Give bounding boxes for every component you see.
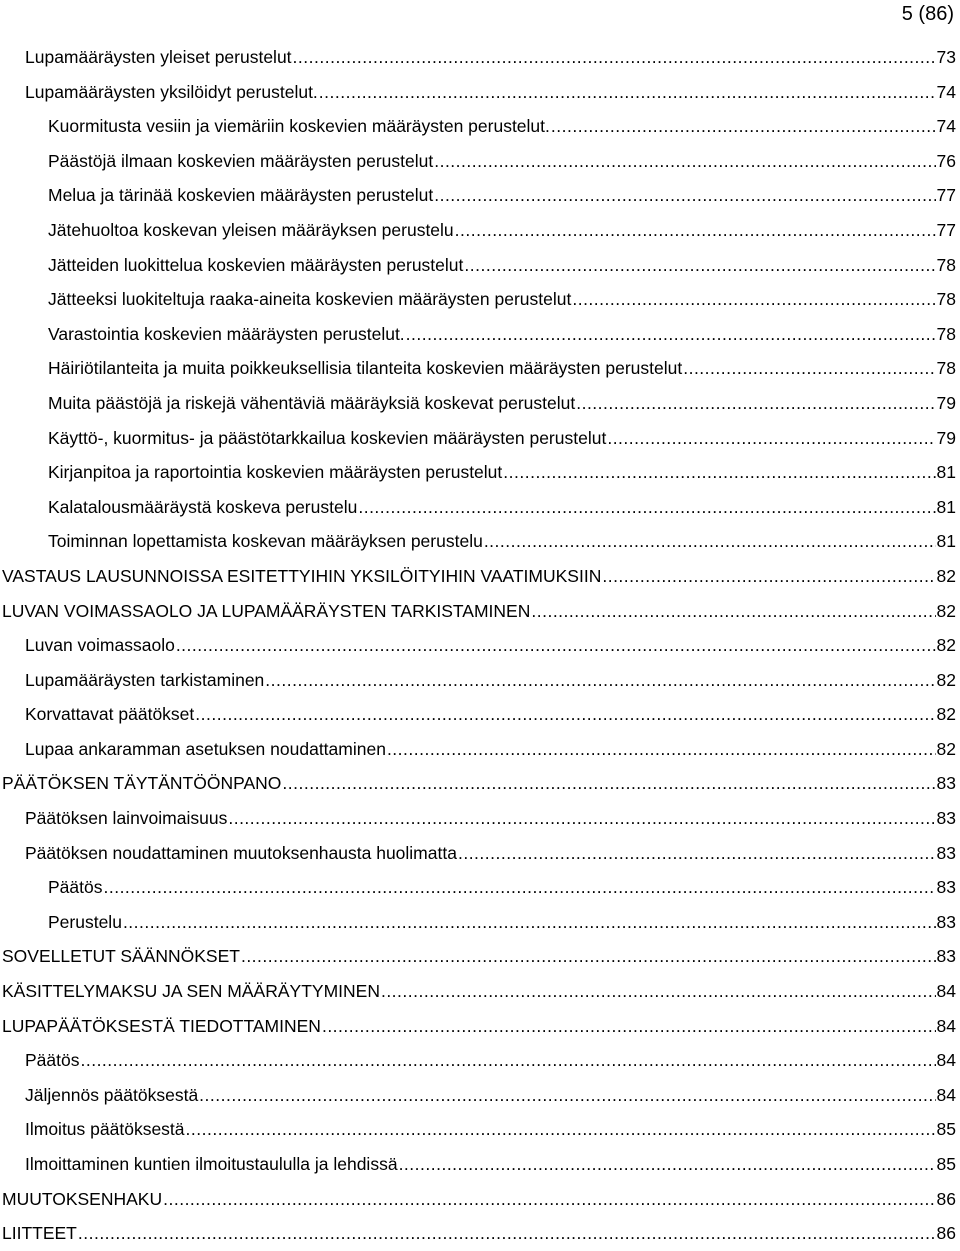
dot-leader <box>293 40 936 75</box>
toc-entry-title: Häiriötilanteita ja muita poikkeuksellisia tilanteita koskevien määräysten perustelut <box>48 358 683 379</box>
toc-entry-title: Korvattavat päätökset <box>25 704 195 725</box>
page-number: 5 (86) <box>901 3 954 25</box>
toc-entry-page: 82 <box>936 565 956 586</box>
toc-entry[interactable] <box>0 559 960 594</box>
toc-entry[interactable] <box>0 974 960 1009</box>
toc-entry-title: Ilmoittaminen kuntien ilmoitustaululla ja lehdissä <box>25 1154 398 1174</box>
dot-leader <box>531 594 935 629</box>
toc-entry-page: 78 <box>936 358 956 379</box>
toc-entry-page: 83 <box>936 946 956 967</box>
dot-leader <box>576 386 935 421</box>
toc-entry-title: LUPAPÄÄTÖKSESTÄ TIEDOTTAMINEN <box>2 1015 321 1036</box>
toc-entry-page: 74 <box>936 116 956 137</box>
toc-entry-page: 77 <box>936 219 956 240</box>
toc-entry-page: 78 <box>936 323 956 344</box>
dot-leader <box>78 1216 936 1251</box>
toc-entry-page: 82 <box>936 738 956 759</box>
toc-entry[interactable] <box>0 213 960 248</box>
toc-entry-page: 77 <box>936 185 956 206</box>
dot-leader <box>186 1112 936 1147</box>
toc-entry[interactable] <box>0 109 960 144</box>
dot-leader <box>358 490 935 525</box>
toc-entry-page: 83 <box>936 877 956 898</box>
toc-entry-title: Päätös <box>25 1050 80 1071</box>
dot-leader <box>503 455 935 490</box>
toc-entry[interactable] <box>0 1043 960 1078</box>
toc-entry-title: Päätöksen noudattaminen muutoksenhausta huolimatta <box>25 842 457 863</box>
toc-entry-page: 78 <box>936 254 956 275</box>
dot-leader <box>199 1078 935 1113</box>
toc-entry-title: Lupamääräysten yleiset perustelut <box>25 47 292 67</box>
dot-leader <box>455 213 936 248</box>
toc-entry-page: 81 <box>936 531 956 552</box>
dot-leader <box>434 178 935 213</box>
toc-entry[interactable] <box>0 144 960 179</box>
toc-entry-title: Ilmoitus päätöksestä <box>25 1119 185 1140</box>
toc-entry-page: 82 <box>936 669 956 690</box>
toc-entry-page: 83 <box>936 808 956 829</box>
toc-entry[interactable] <box>0 1216 960 1251</box>
toc-entry-page: 86 <box>936 1223 956 1244</box>
toc-entry-title: Luvan voimassaolo <box>25 635 175 656</box>
toc-entry-page: 74 <box>936 81 956 102</box>
toc-entry-page: 84 <box>936 1084 956 1105</box>
toc-entry-title: Päästöjä ilmaan koskevien määräysten perustelut <box>48 150 434 171</box>
toc-entry-page: 83 <box>936 773 956 794</box>
toc-entry-title: Jäljennös päätöksestä <box>25 1084 199 1105</box>
dot-leader <box>176 628 936 663</box>
toc-entry-page: 83 <box>936 911 956 932</box>
dot-leader <box>464 248 935 283</box>
toc-entry[interactable] <box>0 836 960 871</box>
toc-entry-title: Lupamääräysten tarkistaminen <box>25 669 265 690</box>
toc-entry-page: 82 <box>936 704 956 725</box>
toc-entry[interactable] <box>0 594 960 629</box>
dot-leader <box>551 109 936 144</box>
toc-entry[interactable] <box>0 1147 960 1182</box>
toc-entry-page: 86 <box>936 1188 956 1209</box>
dot-leader <box>484 524 936 559</box>
toc-entry[interactable] <box>0 386 960 421</box>
toc-entry[interactable] <box>0 1078 960 1113</box>
dot-leader <box>387 732 936 767</box>
toc-entry-title: Jätteeksi luokiteltuja raaka-aineita koskevien määräysten perustelut <box>48 289 572 310</box>
dot-leader <box>381 974 936 1009</box>
dot-leader <box>602 559 935 594</box>
toc-entry[interactable] <box>0 40 960 75</box>
toc-entry-title: Päätös <box>48 877 103 898</box>
toc-entry-page: 76 <box>936 150 956 171</box>
toc-entry[interactable] <box>0 697 960 732</box>
toc-entry[interactable] <box>0 178 960 213</box>
toc-entry-title: Jätehuoltoa koskevan yleisen määräyksen perustelu <box>48 219 454 240</box>
toc-entry-page: 85 <box>936 1154 956 1174</box>
toc-entry[interactable] <box>0 766 960 801</box>
toc-entry-page: 83 <box>936 842 956 863</box>
toc-entry-title: Varastointia koskevien määräysten perustelut. <box>48 323 405 344</box>
toc-entry-page: 84 <box>936 1015 956 1036</box>
dot-leader <box>399 1147 936 1182</box>
toc-entry[interactable] <box>0 732 960 767</box>
toc-entry-page: 79 <box>936 427 956 448</box>
toc-entry[interactable] <box>0 905 960 940</box>
toc-entry-title: Lupaa ankaramman asetuksen noudattaminen <box>25 738 386 759</box>
toc-entry-title: Perustelu <box>48 911 122 932</box>
toc-entry[interactable] <box>0 421 960 456</box>
dot-leader <box>123 905 936 940</box>
toc-entry-title: Lupamääräysten yksilöidyt perustelut. <box>25 81 318 102</box>
toc-entry-page: 84 <box>936 981 956 1002</box>
toc-entry-title: Jätteiden luokittelua koskevien määräysten perustelut <box>48 254 464 275</box>
toc-entry[interactable] <box>0 939 960 974</box>
toc-entry[interactable] <box>0 248 960 283</box>
toc-entry-title: LUVAN VOIMASSAOLO JA LUPAMÄÄRÄYSTEN TARKISTAMINEN <box>2 600 531 621</box>
dot-leader <box>80 1043 935 1078</box>
toc-entry[interactable] <box>0 351 960 386</box>
dot-leader <box>265 663 935 698</box>
toc-entry-title: Kuormitusta vesiin ja viemäriin koskevien määräysten perustelut. <box>48 116 550 137</box>
toc-entry-page: 82 <box>936 635 956 656</box>
dot-leader <box>103 870 935 905</box>
toc-entry-title: Kirjanpitoa ja raportointia koskevien määräysten perustelut <box>48 462 503 483</box>
toc-entry-title: PÄÄTÖKSEN TÄYTÄNTÖÖNPANO <box>2 773 282 794</box>
toc-entry-page: 81 <box>936 462 956 483</box>
toc-entry[interactable] <box>0 75 960 110</box>
toc-entry-page: 85 <box>936 1119 956 1140</box>
dot-leader <box>319 75 936 110</box>
toc-entry[interactable] <box>0 1112 960 1147</box>
toc-entry[interactable] <box>0 1182 960 1217</box>
toc-entry[interactable] <box>0 490 960 525</box>
dot-leader <box>683 351 935 386</box>
toc-entry[interactable] <box>0 870 960 905</box>
toc-entry-page: 78 <box>936 289 956 310</box>
dot-leader <box>282 766 935 801</box>
dot-leader <box>322 1009 936 1044</box>
toc-entry-title: Melua ja tärinää koskevien määräysten perustelut <box>48 185 434 206</box>
toc-entry[interactable] <box>0 524 960 559</box>
toc-entry[interactable] <box>0 801 960 836</box>
toc-entry-title: Muita päästöjä ja riskejä vähentäviä määräyksiä koskevat perustelut <box>48 392 576 413</box>
table-of-contents <box>0 40 960 1251</box>
toc-entry-title: Päätöksen lainvoimaisuus <box>25 808 228 829</box>
dot-leader <box>572 282 935 317</box>
toc-entry-title: VASTAUS LAUSUNNOISSA ESITETTYIHIN YKSILÖITYIHIN VAATIMUKSIIN <box>2 565 602 586</box>
toc-entry-title: Toiminnan lopettamista koskevan määräyksen perustelu <box>48 531 483 552</box>
toc-entry-page: 82 <box>936 600 956 621</box>
toc-entry-page: 84 <box>936 1050 956 1071</box>
dot-leader <box>163 1182 935 1217</box>
dot-leader <box>607 421 935 456</box>
toc-entry-page: 81 <box>936 496 956 517</box>
toc-entry-title: MUUTOKSENHAKU <box>2 1188 163 1209</box>
toc-entry-title: KÄSITTELYMAKSU JA SEN MÄÄRÄYTYMINEN <box>2 981 380 1002</box>
dot-leader <box>434 144 935 179</box>
dot-leader <box>406 317 936 352</box>
toc-entry[interactable] <box>0 317 960 352</box>
dot-leader <box>458 836 936 871</box>
dot-leader <box>241 939 936 974</box>
toc-entry[interactable] <box>0 282 960 317</box>
toc-entry-title: Käyttö-, kuormitus- ja päästötarkkailua koskevien määräysten perustelut <box>48 427 607 448</box>
toc-entry[interactable] <box>0 628 960 663</box>
toc-entry[interactable] <box>0 663 960 698</box>
toc-entry[interactable] <box>0 1009 960 1044</box>
toc-entry-title: LIITTEET <box>2 1223 77 1244</box>
toc-entry-page: 79 <box>936 392 956 413</box>
toc-entry[interactable] <box>0 455 960 490</box>
toc-entry-page: 73 <box>936 47 956 67</box>
toc-entry-title: Kalatalousmääräystä koskeva perustelu <box>48 496 358 517</box>
toc-entry-title: SOVELLETUT SÄÄNNÖKSET <box>2 946 240 967</box>
dot-leader <box>228 801 935 836</box>
dot-leader <box>195 697 935 732</box>
